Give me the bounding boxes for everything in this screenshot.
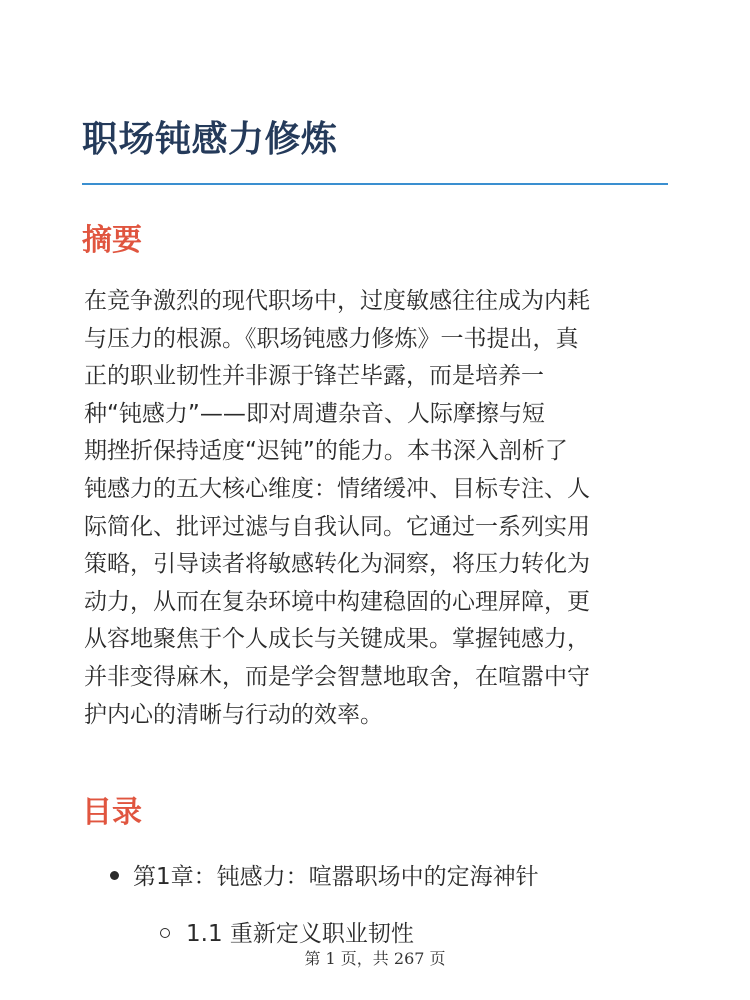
abstract-heading: 摘要 bbox=[82, 223, 142, 258]
title-divider bbox=[82, 183, 668, 185]
abstract-line: 际简化、批评过滤与自我认同。它通过一系列实用 bbox=[84, 513, 590, 540]
page-footer bbox=[0, 948, 750, 970]
toc-item-section-1-1[interactable] bbox=[160, 918, 414, 950]
page-title: 职场钝感力修炼 bbox=[82, 119, 338, 160]
footer-suffix: 页 bbox=[424, 949, 446, 968]
abstract-paragraph bbox=[84, 283, 666, 734]
bullet-circle-icon bbox=[160, 928, 170, 938]
abstract-line: 正的职业韧性并非源于锋芒毕露，而是培养一 bbox=[84, 363, 544, 390]
abstract-line: 并非变得麻木，而是学会智慧地取舍，在喧嚣中守 bbox=[84, 663, 590, 690]
toc-item-label: 1.1 重新定义职业韧性 bbox=[186, 921, 414, 947]
current-page-number: 1 bbox=[325, 949, 336, 968]
abstract-line: 动力，从而在复杂环境中构建稳固的心理屏障，更 bbox=[84, 588, 590, 615]
footer-prefix: 第 bbox=[304, 949, 326, 968]
abstract-line: 种“钝感力”——即对周遭杂音、人际摩擦与短 bbox=[84, 400, 545, 427]
toc-heading: 目录 bbox=[82, 795, 142, 830]
bullet-disc-icon bbox=[110, 871, 119, 880]
abstract-line: 从容地聚焦于个人成长与关键成果。掌握钝感力， bbox=[84, 626, 590, 653]
footer-middle: 页，共 bbox=[335, 949, 394, 968]
abstract-line: 在竞争激烈的现代职场中，过度敏感往往成为内耗 bbox=[84, 288, 590, 314]
abstract-line: 护内心的清晰与行动的效率。 bbox=[84, 701, 383, 728]
abstract-line: 期挫折保持适度“迟钝”的能力。本书深入剖析了 bbox=[84, 438, 568, 465]
abstract-line: 钝感力的五大核心维度：情绪缓冲、目标专注、人 bbox=[84, 475, 590, 502]
abstract-line: 与压力的根源。《职场钝感力修炼》一书提出，真 bbox=[84, 325, 579, 352]
toc-item-label: 第1章：钝感力：喧嚣职场中的定海神针 bbox=[133, 864, 539, 890]
toc-item-chapter-1[interactable] bbox=[110, 861, 539, 893]
abstract-line: 策略，引导读者将敏感转化为洞察，将压力转化为 bbox=[84, 551, 590, 578]
total-page-count: 267 bbox=[393, 949, 425, 968]
